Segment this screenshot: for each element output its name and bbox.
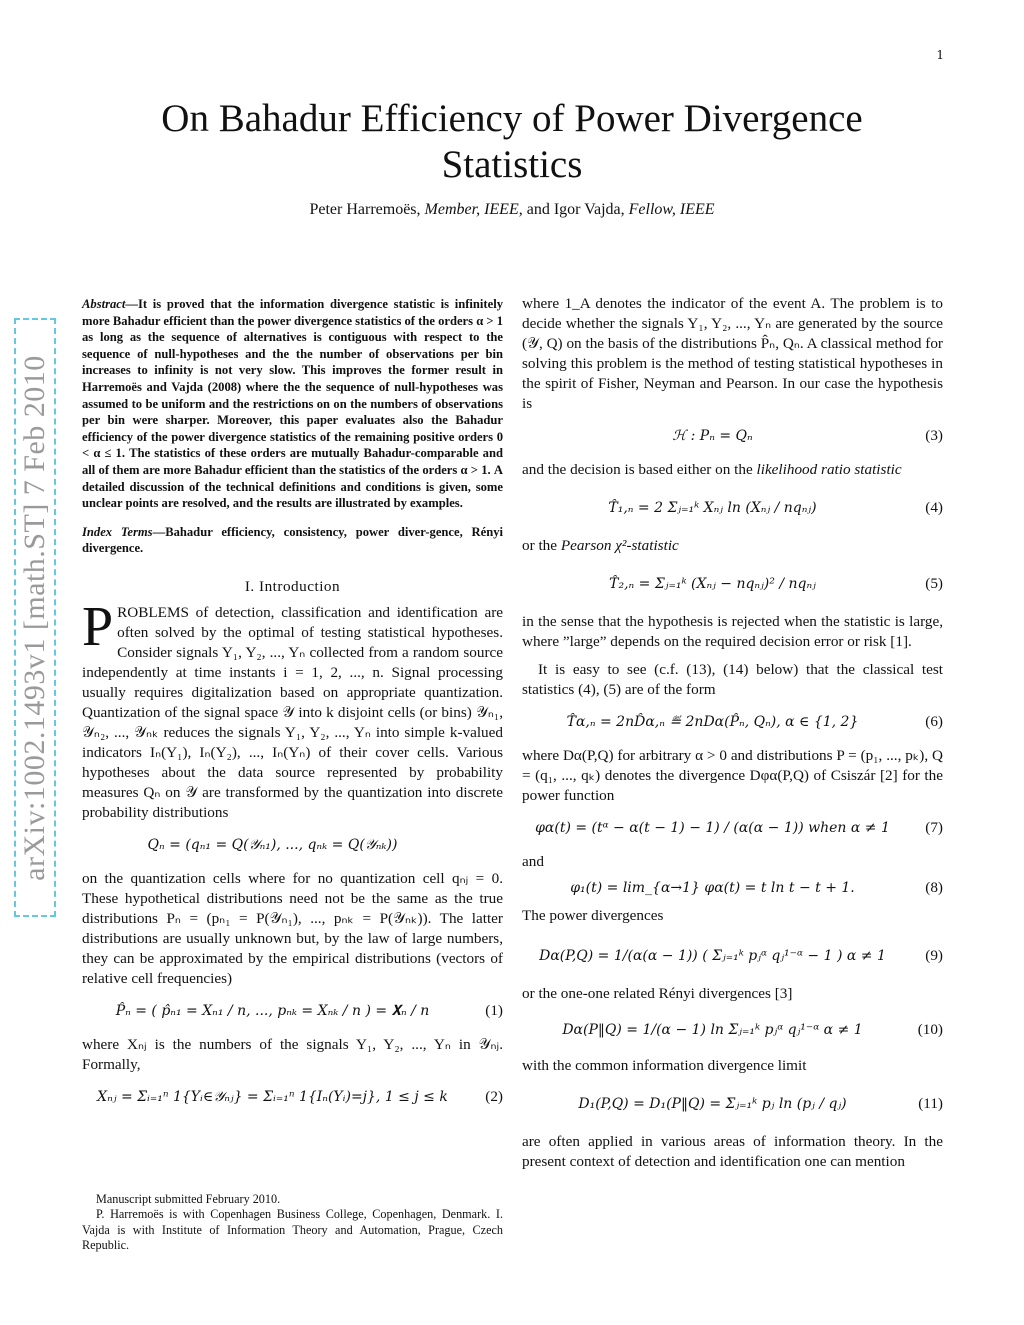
equation-11-number: (11)	[918, 1095, 943, 1112]
equation-6	[522, 706, 943, 740]
index-terms	[82, 524, 503, 557]
equation-5-number: (5)	[925, 575, 943, 592]
author-conjunction: and Igor Vajda,	[522, 201, 629, 218]
equation-9	[522, 932, 943, 978]
right-paragraph-1: where 1_A denotes the indicator of the event A. The problem is to decide whether the signals Y₁, Y₂, ..., Yₙ are generated by the source (𝒴, Q) on the basis of the distributions P̂ₙ, Qₙ. A classical method for solving this problem is the method of testing statistical hypotheses in the spirit of Fisher, Neyman and Pearson. In our case the hypothesis is	[522, 295, 943, 412]
equation-8-number: (8)	[925, 879, 943, 896]
title-line-1: On Bahadur Efficiency of Power Divergence	[161, 97, 863, 140]
paper-title	[0, 96, 1024, 188]
equation-2-body: Xₙⱼ = Σᵢ₌₁ⁿ 1{Yᵢ∈𝒴ₙⱼ} = Σᵢ₌₁ⁿ 1{Iₙ(Yᵢ)=j}, 1 ≤ j ≤ k	[97, 1088, 448, 1105]
equation-10	[522, 1010, 943, 1050]
right-paragraph-3	[522, 536, 943, 556]
equation-11	[522, 1082, 943, 1126]
equation-8-body: φ₁(t) = lim_{α→1} φα(t) = t ln t − t + 1.	[570, 880, 855, 896]
equation-10-body: Dα(P‖Q) = 1/(α − 1) ln Σⱼ₌₁ᵏ pⱼᵅ qⱼ¹⁻ᵅ α ≠ 1	[562, 1022, 863, 1038]
equation-4	[522, 486, 943, 530]
right-paragraph-7: The power divergences	[522, 907, 664, 924]
right-paragraph-2-text: and the decision is based either on the	[522, 461, 757, 478]
intro-paragraph-1	[82, 595, 503, 823]
left-column	[82, 296, 503, 1121]
equation-11-body: D₁(P,Q) = D₁(P‖Q) = Σⱼ₌₁ᵏ pⱼ ln (pⱼ / qⱼ)	[578, 1096, 847, 1112]
page-number: 1	[936, 48, 944, 62]
footnotes	[82, 1192, 503, 1254]
right-column	[522, 294, 943, 1172]
author-2-role: Fellow, IEEE	[628, 201, 715, 218]
equation-6-number: (6)	[925, 713, 943, 730]
drop-cap: P	[82, 595, 114, 658]
index-terms-label: Index Terms	[82, 524, 153, 539]
equation-6-body: T̂α,ₙ = 2nD̂α,ₙ ≝ 2nDα(P̂ₙ, Qₙ), α ∈ {1, 2}	[566, 714, 859, 730]
title-line-2: Statistics	[441, 143, 583, 186]
equation-3-body: ℋ : Pₙ = Qₙ	[672, 428, 753, 444]
equation-q	[82, 829, 503, 863]
equation-1-number: (1)	[485, 1001, 503, 1019]
abstract	[82, 296, 503, 512]
section-heading-introduction: I. Introduction	[244, 577, 341, 595]
equation-10-number: (10)	[917, 1021, 943, 1038]
author-line	[0, 201, 1024, 219]
equation-1-body: P̂ₙ = ( p̂ₙ₁ = Xₙ₁ / n, ..., pₙₖ = Xₙₖ / n ) = 𝐗ₙ / n	[115, 1002, 430, 1019]
intro-paragraph-2: on the quantization cells where for no quantization cell qₙⱼ = 0. These hypothetical distributions need not be the same as the true distributions Pₙ = (pₙ₁ = P(𝒴ₙ₁), ..., pₙₖ = P(𝒴ₙₖ)). The latter distributions are usually unknown but, by the law of large numbers, they can be approximated by the empirical distributions (vectors of relative cell frequencies)	[82, 869, 503, 987]
abstract-text: —It is proved that the information divergence statistic is infinitely more Bahadur efficient than the power divergence statistics of the orders α > 1 as long as the sequence of alternatives is contiguous with respect to the sequence of null-hypotheses and the the number of observations per bin increases to infinity is not very slow. This improves the former result in Harremoës and Vajda (2008) where the the sequence of null-hypotheses was assumed to be uniform and the restrictions on on the numbers of observations per bin were sharper. Moreover, this paper evaluates also the Bahadur efficiency of the power divergence statistics of the remaining positive orders 0 < α ≤ 1. The statistics of these orders are mutually Bahadur-comparable and all of them are more Bahadur efficient than the statistics of the orders α > 1. A detailed discussion of the technical definitions and conditions is given, some unclear points are resolved, and the results are illustrated by examples.	[82, 297, 503, 511]
footnote-manuscript: Manuscript submitted February 2010.	[96, 1192, 281, 1206]
arxiv-id: arXiv:1002.1493v1 [math.ST] 7 Feb 2010	[18, 354, 51, 881]
index-terms-text: —Bahadur efficiency, consistency, power diver-gence, Rényi divergence.	[82, 524, 503, 556]
likelihood-ratio-term: likelihood ratio statistic	[756, 461, 902, 478]
equation-q-body: Qₙ = (qₙ₁ = Q(𝒴ₙ₁), ..., qₙₖ = Q(𝒴ₙₖ))	[147, 836, 398, 853]
equation-5-body: T̂₂,ₙ = Σⱼ₌₁ᵏ (Xₙⱼ − nqₙⱼ)² / nqₙⱼ	[609, 576, 816, 592]
equation-7-body: φα(t) = (tᵅ − α(t − 1) − 1) / (α(α − 1)) when α ≠ 1	[535, 820, 890, 836]
intro-paragraph-3: where Xₙⱼ is the numbers of the signals Y₁, Y₂, ..., Yₙ in 𝒴ₙⱼ. Formally,	[82, 1035, 503, 1073]
right-paragraph-9: with the common information divergence limit	[522, 1057, 807, 1074]
equation-1	[82, 995, 503, 1029]
author-1: Peter Harremoës,	[309, 201, 425, 218]
equation-9-body: Dα(P,Q) = 1/(α(α − 1)) ( Σⱼ₌₁ᵏ pⱼᵅ qⱼ¹⁻ᵅ − 1 ) α ≠ 1	[539, 948, 886, 964]
right-paragraph-4: in the sense that the hypothesis is rejected when the statistic is large, where ”large” depends on the required decision error or risk [1].	[522, 613, 943, 650]
equation-3-number: (3)	[925, 427, 943, 444]
right-paragraph-8: or the one-one related Rényi divergences [3]	[522, 985, 793, 1002]
intro-text-1: ROBLEMS of detection, classification and identification are often solved by the optimal of testing statistical hypotheses. Consider signals Y₁, Y₂, ..., Yₙ collected from a random source independently at time instants i = 1, 2, ..., n. Signal processing usually requires digitalization based on appropriate quantization. Quantization of the signal space 𝒴 into k disjoint cells (or bins) 𝒴ₙ₁, 𝒴ₙ₂, ..., 𝒴ₙₖ reduces the signals Y₁, Y₂, ..., Yₙ into simple k-valued indicators Iₙ(Y₁), Iₙ(Y₂), ..., Iₙ(Yₙ) of their cover cells. Various hypotheses about the data source represented by probability measures Qₙ on 𝒴 are transformed by the quantization into discrete probability distributions	[82, 603, 503, 821]
right-paragraph-2	[522, 460, 943, 480]
equation-4-body: T̂₁,ₙ = 2 Σⱼ₌₁ᵏ Xₙⱼ ln (Xₙⱼ / nqₙⱼ)	[608, 500, 817, 516]
arxiv-stamp	[14, 318, 56, 917]
equation-4-number: (4)	[925, 499, 943, 516]
equation-2	[82, 1081, 503, 1115]
footnote-affiliations: P. Harremoës is with Copenhagen Business College, Copenhagen, Denmark. I. Vajda is with Institute of Information Theory and Automation, Prague, Czech Republic.	[82, 1207, 503, 1253]
abstract-label: Abstract	[82, 297, 126, 311]
equation-7	[522, 812, 943, 846]
equation-2-number: (2)	[485, 1087, 503, 1105]
right-paragraph-10: are often applied in various areas of information theory. In the present context of detection and identification one can mention	[522, 1133, 943, 1170]
equation-9-number: (9)	[925, 947, 943, 964]
right-paragraph-3-text: or the	[522, 537, 561, 554]
equation-3	[522, 420, 943, 454]
equation-5	[522, 562, 943, 606]
pearson-statistic-term: Pearson χ²-statistic	[560, 537, 679, 554]
equation-7-number: (7)	[925, 819, 943, 836]
right-paragraph-5: It is easy to see (c.f. (13), (14) below) that the classical test statistics (4), (5) are of the form	[522, 661, 943, 698]
right-and: and	[522, 853, 544, 870]
equation-8	[522, 872, 943, 900]
right-paragraph-6: where Dα(P,Q) for arbitrary α > 0 and distributions P = (p₁, ..., pₖ), Q = (q₁, ..., qₖ) denotes the divergence Dφα(P,Q) of Csiszár [2] for the power function	[522, 747, 943, 804]
author-1-role: Member, IEEE,	[424, 201, 523, 218]
